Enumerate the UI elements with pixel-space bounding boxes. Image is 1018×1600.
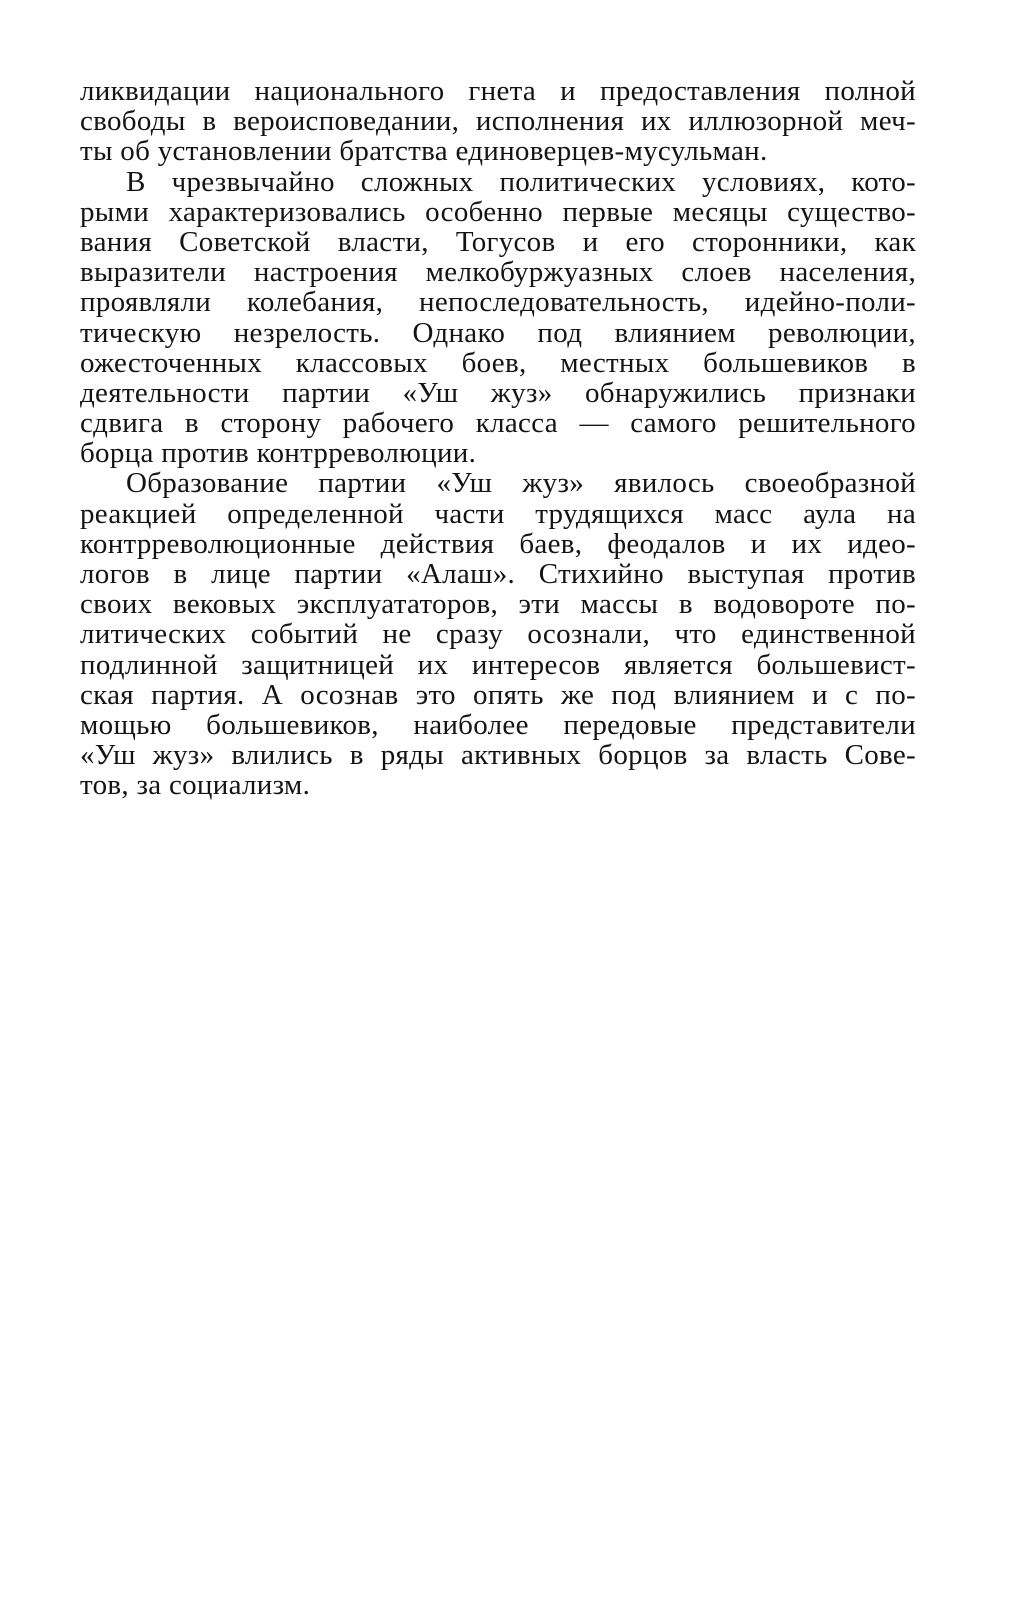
text-line: ты об установлении братства единоверцев-мусульман. [80, 135, 768, 168]
text-line: выразители настроения мелкобуржуазных слоев населения, [80, 256, 916, 289]
text-line: свободы в вероисповедании, исполнения их иллюзорной меч- [80, 105, 916, 138]
text-line: проявляли колебания, непоследовательность, идейно-поли- [80, 286, 916, 319]
text-line: вания Советской власти, Тогусов и его сторонники, как [80, 225, 916, 258]
text-line: рыми характеризовались особенно первые месяцы существо- [80, 195, 916, 228]
text-line: В чрезвычайно сложных политических условиях, кото- [126, 165, 916, 198]
text-line: логов в лице партии «Алаш». Стихийно выступая против [80, 558, 916, 590]
text-line: «Уш жуз» влились в ряды активных борцов за власть Сове- [80, 739, 916, 772]
text-line: подлинной защитницей их интересов является большевист- [80, 648, 916, 681]
text-line: мощью большевиков, наиболее передовые представители [80, 708, 916, 741]
text-line: литических событий не сразу осознали, что единственной [80, 618, 916, 651]
text-line: реакцией определенной части трудящихся масс аула на [80, 497, 916, 530]
text-line: деятельности партии «Уш жуз» обнаружились признаки [80, 376, 916, 409]
text-line: ликвидации национального гнета и предоставления полной [80, 75, 916, 107]
text-line: своих вековых эксплуататоров, эти массы в водовороте по- [80, 588, 916, 621]
text-line: тов, за социализм. [80, 769, 311, 802]
text-line: тическую незрелость. Однако под влиянием революции, [80, 316, 916, 349]
body-text [80, 76, 916, 801]
text-line: борца против контрреволюции. [80, 437, 477, 470]
text-line: контрреволюционные действия баев, феодалов и их идео- [80, 527, 916, 560]
text-line: сдвига в сторону рабочего класса — самого решительного [80, 407, 916, 440]
text-line: ожесточенных классовых боев, местных большевиков в [80, 346, 916, 379]
text-line: Образование партии «Уш жуз» явилось своеобразной [126, 467, 916, 500]
text-line: ская партия. А осознав это опять же под влиянием и с по- [80, 678, 916, 711]
